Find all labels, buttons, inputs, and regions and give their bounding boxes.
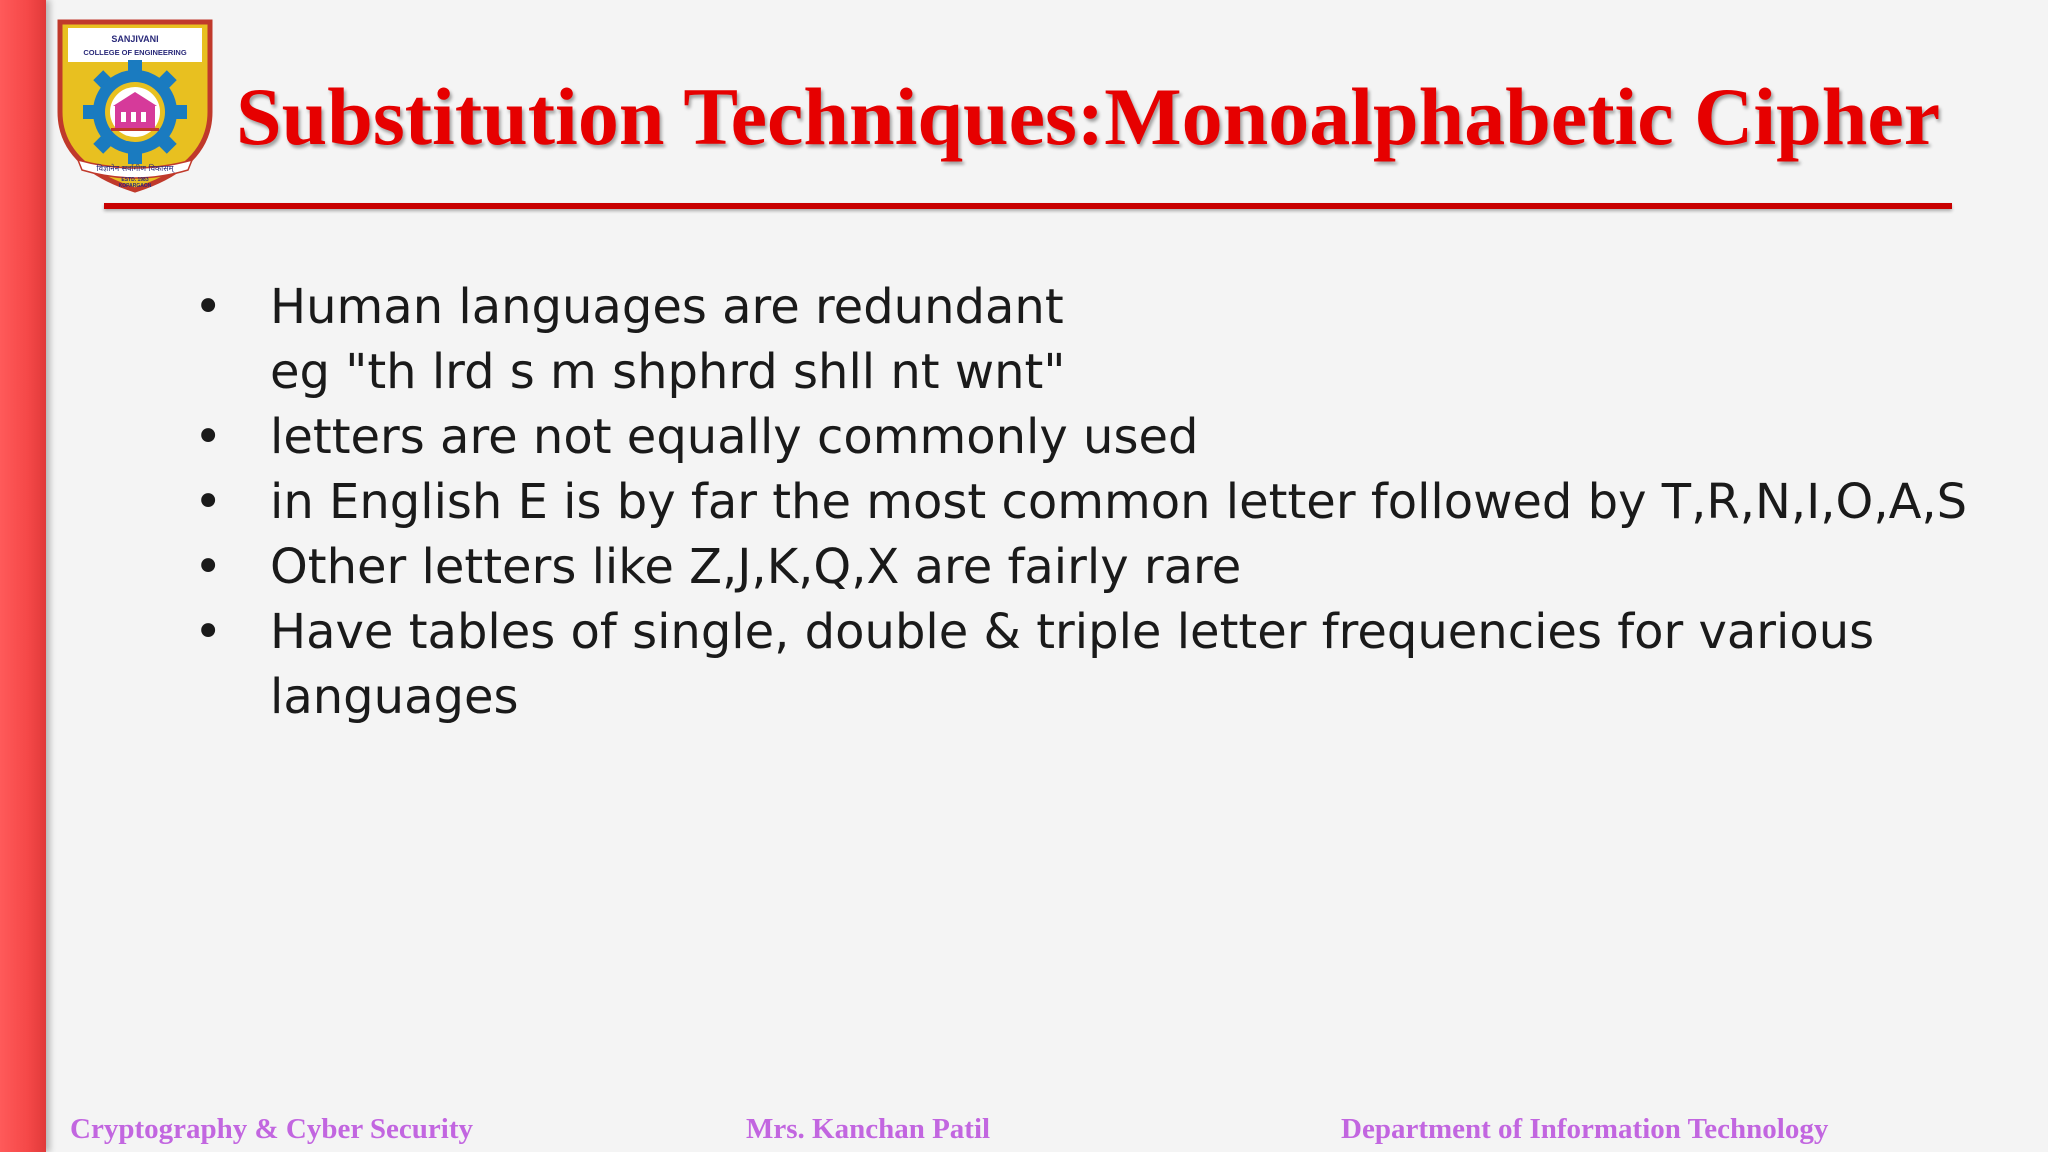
bullet-text: in English E is by far the most common letter followed by T,R,N,I,O,A,S: [270, 474, 1968, 530]
bullet-item: [190, 470, 1980, 535]
bullet-item: [190, 405, 1980, 470]
footer-department: Department of Information Technology: [1341, 1113, 1829, 1145]
logo-estd: ESTD. 1983: [121, 177, 149, 183]
logo-place: KOPARGAON: [118, 183, 152, 189]
college-logo-icon: [54, 16, 216, 194]
bullet-item: [190, 600, 1980, 730]
bullet-text: Have tables of single, double & triple letter frequencies for various: [270, 604, 1875, 660]
bullet-list: [190, 275, 1980, 730]
logo-top-text: SANJIVANI: [111, 34, 159, 44]
logo-motto: विज्ञानेन सर्वागीण विकासम्: [96, 164, 174, 173]
left-accent-bar: [0, 0, 46, 1152]
bullet-dot: •: [194, 409, 223, 465]
bullet-text-continued: languages: [270, 669, 519, 725]
title-underline: [104, 203, 1952, 209]
bullet-dot: •: [194, 539, 223, 595]
slide-title: Substitution Techniques:Monoalphabetic Cipher: [236, 71, 1941, 162]
footer-course: Cryptography & Cyber Security: [70, 1113, 474, 1145]
bullet-dot: •: [194, 474, 223, 530]
bullet-dot: •: [194, 279, 223, 335]
bullet-text: Other letters like Z,J,K,Q,X are fairly rare: [270, 539, 1242, 595]
college-logo: [54, 16, 216, 194]
bullet-text-continued: eg "th lrd s m shphrd shll nt wnt": [270, 344, 1066, 400]
footer-author: Mrs. Kanchan Patil: [746, 1113, 991, 1145]
logo-sub-text: COLLEGE OF ENGINEERING: [83, 48, 187, 57]
bullet-item: [190, 275, 1980, 405]
bullet-text: letters are not equally commonly used: [270, 409, 1199, 465]
bullet-dot: •: [194, 604, 223, 660]
bullet-text: Human languages are redundant: [270, 279, 1064, 335]
bullet-item: [190, 535, 1980, 600]
